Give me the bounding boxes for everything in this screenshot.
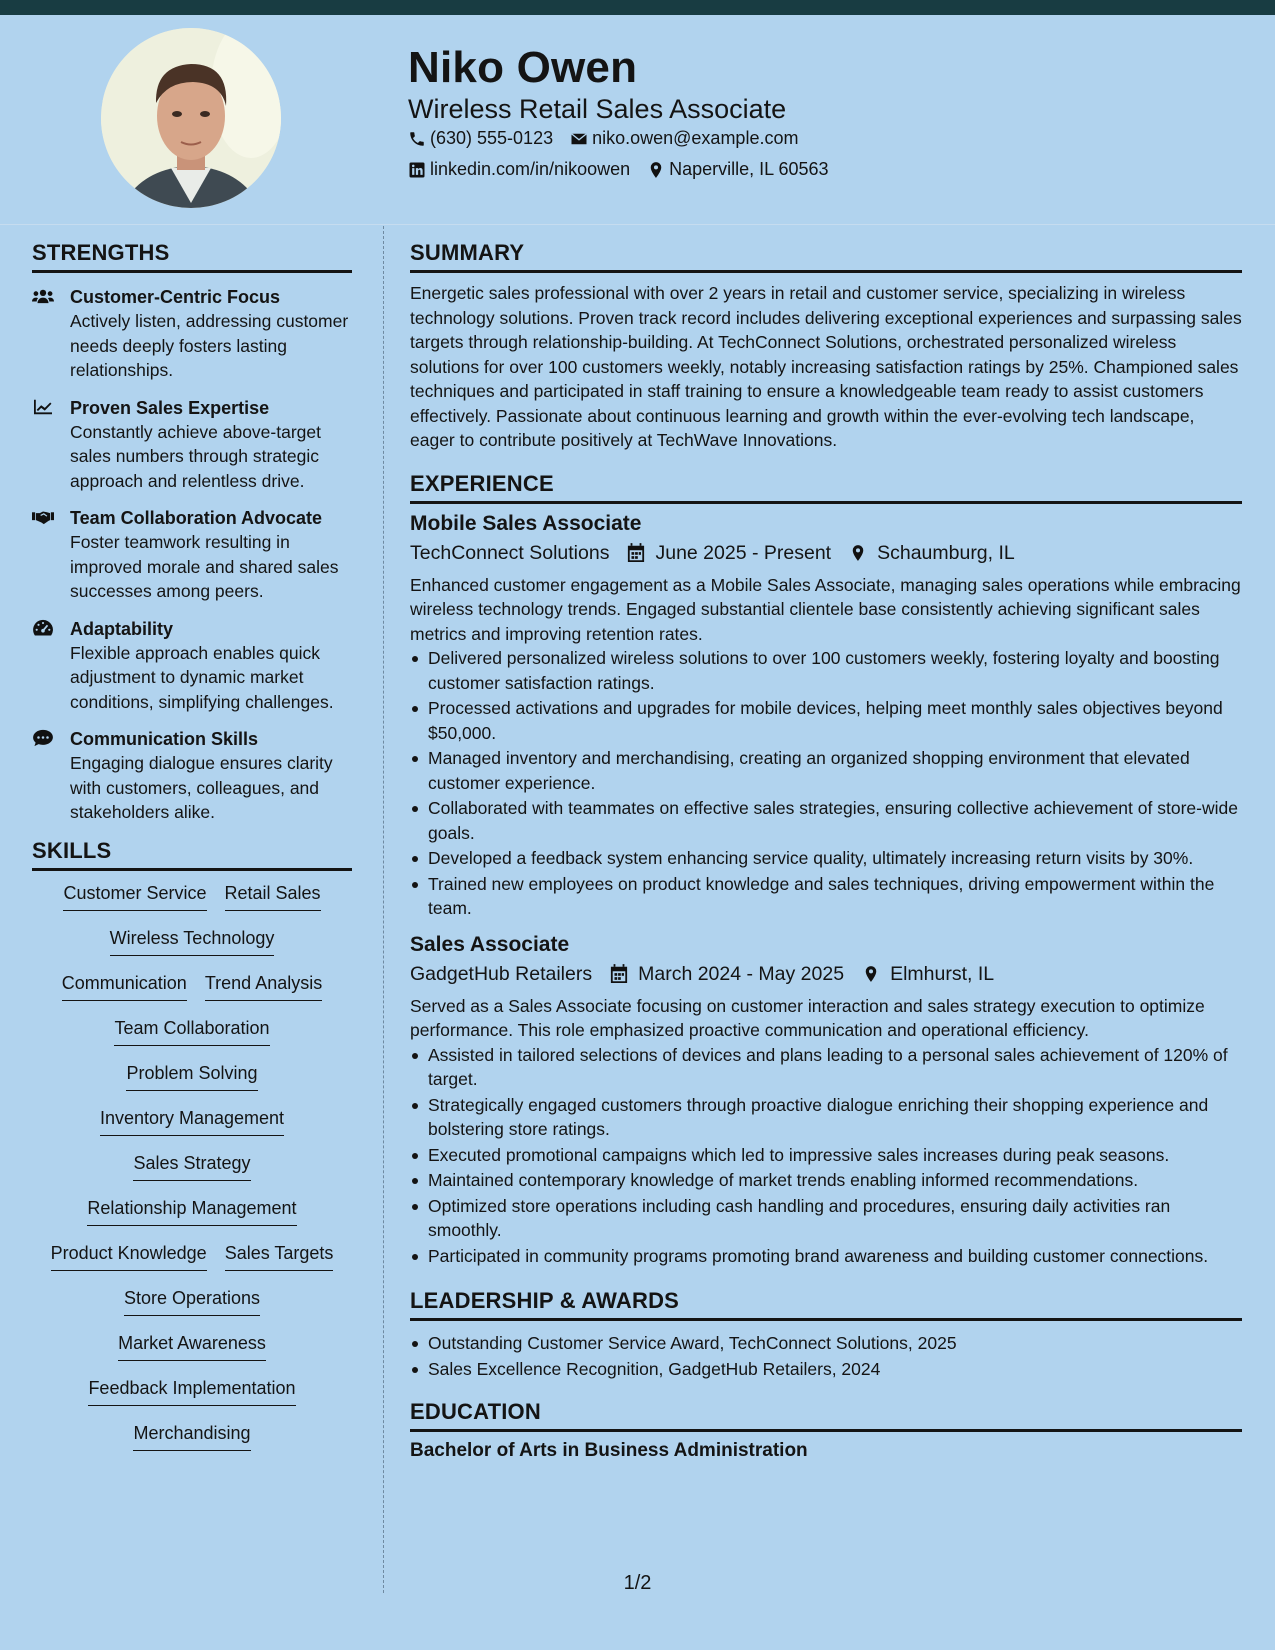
job-location: Elmhurst, IL (890, 962, 995, 985)
linkedin-contact[interactable] (408, 159, 630, 180)
phone-icon (408, 130, 426, 148)
awards-section (410, 1288, 1242, 1381)
skill-tag: Inventory Management (100, 1108, 284, 1136)
bullet-item: Maintained contemporary knowledge of market trends enabling informed recommendations. (410, 1168, 1242, 1193)
bullet-item: Assisted in tailored selections of devices and plans leading to a personal sales achievement of 120% of target. (410, 1043, 1242, 1092)
map-pin-icon (862, 964, 880, 984)
strength-description: Actively listen, addressing customer needs deeply fosters lasting relationships. (70, 311, 349, 380)
calendar-icon (627, 543, 645, 563)
email-text: niko.owen@example.com (592, 128, 799, 148)
bullet-item: Executed promotional campaigns which led to impressive sales increases during peak seasons. (410, 1143, 1242, 1168)
job-title: Mobile Sales Associate (410, 511, 642, 535)
handshake-icon (32, 508, 54, 526)
skill-tag: Store Operations (124, 1288, 260, 1316)
strengths-heading: STRENGTHS (32, 240, 352, 273)
location-text: Naperville, IL 60563 (669, 159, 829, 179)
strength-item (32, 727, 352, 825)
job-entry (410, 512, 1242, 921)
awards-list (410, 1331, 1242, 1381)
summary-text: Energetic sales professional with over 2 years in retail and customer service, specializing in wireless technology solutions. Proven track record includes delivering exceptional experiences and surpassing sales targets through relationship-building. At TechConnect Solutions, orchestrated personalized wireless solutions for over 100 customers weekly, notably increasing satisfaction ratings by 25%. Championed sales techniques and participated in staff training to ensure a knowledgeable team ready to assist customers effectively. Passionate about continuous learning and growth within the ever-evolving tech landscape, eager to contribute positively at TechWave Innovations. (410, 283, 1242, 450)
skill-tag: Market Awareness (118, 1333, 266, 1361)
strength-item (32, 506, 352, 604)
contact-row-2 (408, 159, 846, 180)
skill-tag: Product Knowledge (51, 1243, 207, 1271)
education-degree: Bachelor of Arts in Business Administration (410, 1440, 808, 1461)
strength-title: Team Collaboration Advocate (70, 508, 323, 528)
job-location: Schaumburg, IL (877, 541, 1015, 564)
bullet-item: Developed a feedback system enhancing service quality, ultimately increasing return visits by 30%. (410, 846, 1242, 871)
education-section (410, 1399, 1242, 1462)
gauge-icon (32, 619, 54, 637)
summary-heading: SUMMARY (410, 240, 1242, 273)
phone-text: (630) 555-0123 (430, 128, 554, 148)
chat-icon (32, 729, 54, 747)
strength-description: Constantly achieve above-target sales numbers through strategic approach and relentless drive. (70, 421, 321, 491)
skill-tag: Relationship Management (87, 1198, 296, 1226)
bullet-item: Processed activations and upgrades for mobile devices, helping meet monthly sales objectives beyond $50,000. (410, 696, 1242, 745)
job-meta (410, 963, 1242, 986)
skill-tag: Sales Targets (225, 1243, 334, 1271)
skill-tag: Trend Analysis (205, 973, 322, 1001)
job-title: Sales Associate (410, 932, 570, 956)
calendar-icon (610, 964, 628, 984)
experience-heading: EXPERIENCE (410, 471, 1242, 504)
profile-photo (101, 28, 281, 208)
location-contact (647, 159, 828, 180)
column-divider (383, 226, 384, 1593)
experience-section (410, 471, 1242, 1269)
candidate-title: Wireless Retail Sales Associate (408, 94, 787, 124)
strength-item (32, 617, 352, 715)
strength-description: Flexible approach enables quick adjustment to dynamic market conditions, simplifying challenges. (70, 642, 334, 712)
email-contact[interactable] (570, 128, 798, 149)
job-entry (410, 933, 1242, 1269)
job-company: TechConnect Solutions (410, 541, 610, 564)
job-bullets (410, 1043, 1242, 1269)
skill-tag: Communication (62, 973, 187, 1001)
education-heading: EDUCATION (410, 1399, 1242, 1432)
summary-section (410, 240, 1242, 453)
skill-tag: Team Collaboration (114, 1018, 269, 1046)
skill-tag: Customer Service (63, 883, 206, 911)
job-dates: June 2025 - Present (655, 541, 832, 564)
strength-description: Engaging dialogue ensures clarity with customers, colleagues, and stakeholders alike. (70, 753, 333, 822)
bullet-item: Participated in community programs promoting brand awareness and building customer connections. (410, 1244, 1242, 1269)
bullet-item: Strategically engaged customers through proactive dialogue enriching their shopping experience and bolstering store ratings. (410, 1093, 1242, 1142)
envelope-icon (570, 130, 588, 148)
skill-tag: Feedback Implementation (88, 1378, 295, 1406)
skill-tag: Sales Strategy (133, 1153, 250, 1181)
top-bar (0, 0, 1275, 15)
candidate-name: Niko Owen (408, 43, 638, 92)
skills-list (32, 883, 352, 1468)
strength-title: Proven Sales Expertise (70, 397, 270, 418)
bullet-item: Trained new employees on product knowledge and sales techniques, driving empowerment within the team. (410, 872, 1242, 921)
chart-line-icon (32, 398, 54, 416)
award-item: Sales Excellence Recognition, GadgetHub Retailers, 2024 (410, 1357, 1242, 1382)
awards-heading: LEADERSHIP & AWARDS (410, 1288, 1242, 1321)
strengths-list (32, 285, 352, 825)
award-item: Outstanding Customer Service Award, TechConnect Solutions, 2025 (410, 1331, 1242, 1356)
bullet-item: Collaborated with teammates on effective sales strategies, ensuring collective achievement of store-wide goals. (410, 796, 1242, 845)
bullet-item: Delivered personalized wireless solutions to over 100 customers weekly, fostering loyalty and boosting customer satisfaction ratings. (410, 646, 1242, 695)
skill-tag: Problem Solving (126, 1063, 257, 1091)
bullet-item: Optimized store operations including cash handling and procedures, ensuring daily activities ran smoothly. (410, 1194, 1242, 1243)
users-icon (32, 287, 54, 305)
job-summary: Enhanced customer engagement as a Mobile Sales Associate, managing sales operations while embracing wireless technology trends. Engaged substantial clientele base consistently achieving significant sales metrics and improving retention rates. (410, 574, 1241, 644)
strength-title: Communication Skills (70, 729, 259, 749)
skill-tag: Merchandising (133, 1423, 250, 1451)
phone-contact[interactable] (408, 128, 553, 149)
left-column (32, 240, 352, 1468)
strength-title: Customer-Centric Focus (70, 287, 281, 307)
job-company: GadgetHub Retailers (410, 962, 593, 985)
job-bullets (410, 646, 1242, 921)
resume-header (0, 15, 1275, 225)
skills-heading: SKILLS (32, 838, 352, 871)
map-pin-icon (647, 161, 665, 179)
skill-tag: Retail Sales (225, 883, 321, 911)
right-column (410, 240, 1242, 1472)
strength-description: Foster teamwork resulting in improved morale and shared sales successes among peers. (70, 532, 339, 601)
bullet-item: Managed inventory and merchandising, creating an organized shopping environment that elevated customer experience. (410, 746, 1242, 795)
contact-row-1 (408, 128, 815, 149)
page-number: 1/2 (623, 1572, 652, 1594)
job-summary: Served as a Sales Associate focusing on customer interaction and sales strategy execution to optimize performance. This role emphasized proactive communication and operational efficiency. (410, 995, 1205, 1040)
job-dates: March 2024 - May 2025 (638, 962, 845, 985)
job-meta (410, 542, 1242, 565)
strength-item (32, 285, 352, 383)
linkedin-icon (408, 161, 426, 179)
linkedin-text: linkedin.com/in/nikoowen (430, 159, 631, 179)
strength-title: Adaptability (70, 618, 174, 639)
map-pin-icon (849, 543, 867, 563)
strength-item (32, 396, 352, 494)
skill-tag: Wireless Technology (110, 928, 275, 956)
